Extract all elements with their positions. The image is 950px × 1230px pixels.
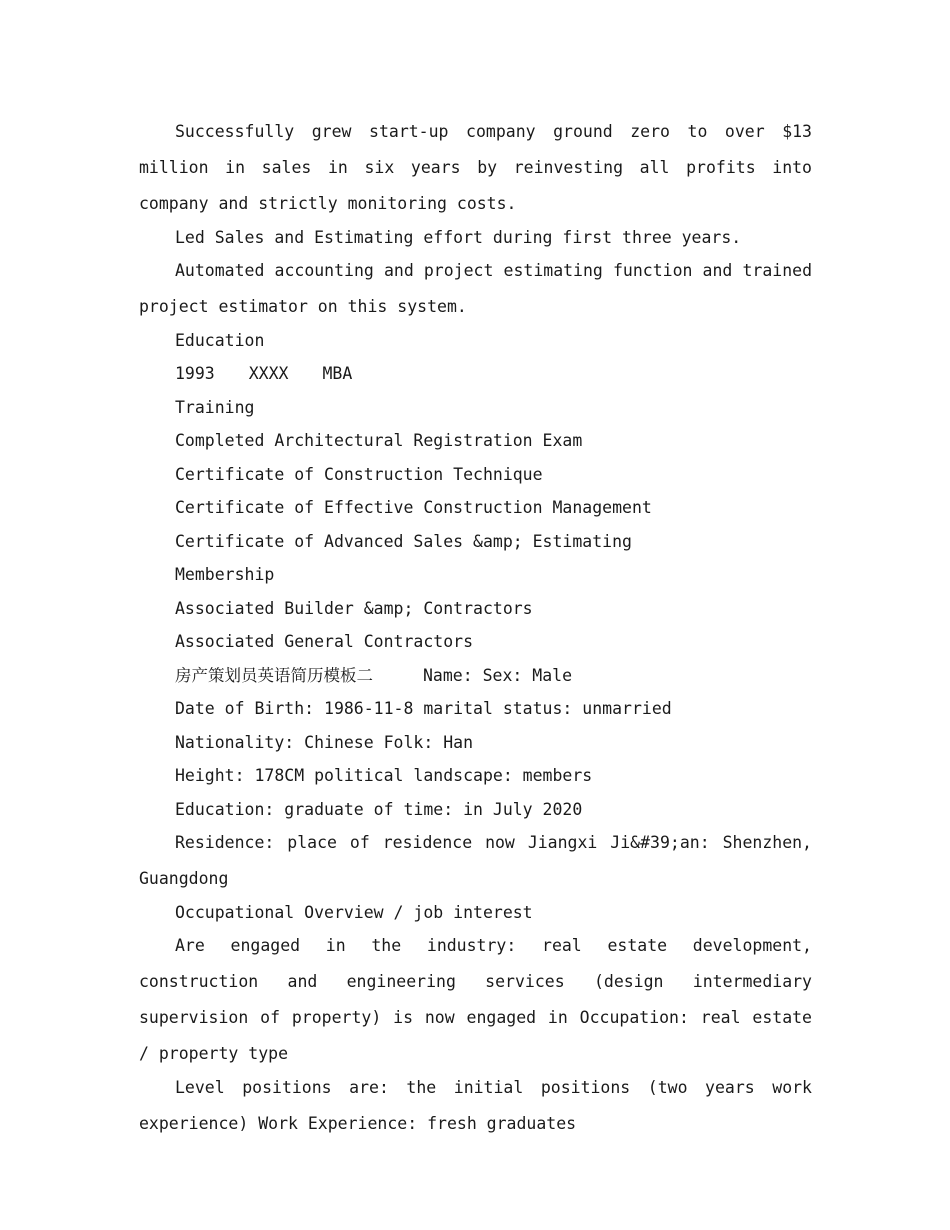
nationality-line: Nationality: Chinese Folk: Han [175,732,474,752]
membership-item: Associated General Contractors [175,632,474,651]
membership-heading: Membership [175,565,275,584]
training-item: Certificate of Construction Technique [175,464,543,484]
overview-heading: Occupational Overview / job interest [175,902,533,922]
education-degree: MBA [322,364,353,383]
membership-item: Associated Builder &amp; Contractors [175,598,533,618]
residence-paragraph: Residence: place of residence now Jiangxi Ji&#39;an: Shenzhen, Guangdong [139,833,812,888]
achievement-paragraph-sales: Led Sales and Estimating effort during first three years. [175,227,742,247]
height-line: Height: 178CM political landscape: members [175,766,593,785]
training-item: Completed Architectural Registration Exam [175,431,583,450]
education-year: 1993 [175,364,215,383]
level-paragraph: Level positions are: the initial positions (two years work experience) Work Experience: fresh graduates [139,1077,812,1133]
template-two-title: 房产策划员英语简历模板二 [175,665,373,685]
education-time-line: Education: graduate of time: in July 2020 [175,799,583,819]
birth-line: Date of Birth: 1986-11-8 marital status: unmarried [175,699,672,718]
education-entry [139,356,812,392]
industry-paragraph: Are engaged in the industry: real estate development, construction and engineering services (design intermediary supervision of property) is now engaged in Occupation: real estate / property type [139,936,812,1063]
education-heading: Education [175,330,265,350]
training-item: Certificate of Advanced Sales &amp; Estimating [175,531,632,551]
template-two-header [139,658,812,694]
document-body [139,114,812,1142]
name-sex-field: Name: Sex: Male [423,665,573,685]
training-item: Certificate of Effective Construction Management [175,498,652,517]
achievement-paragraph-automation: Automated accounting and project estimating function and trained project estimator on this system. [139,261,812,316]
training-heading: Training [175,397,255,417]
achievement-paragraph-growth: Successfully grew start-up company ground zero to over $13 million in sales in six years by reinvesting all profits into company and strictly monitoring costs. [139,122,812,213]
education-school: XXXX [248,364,289,383]
